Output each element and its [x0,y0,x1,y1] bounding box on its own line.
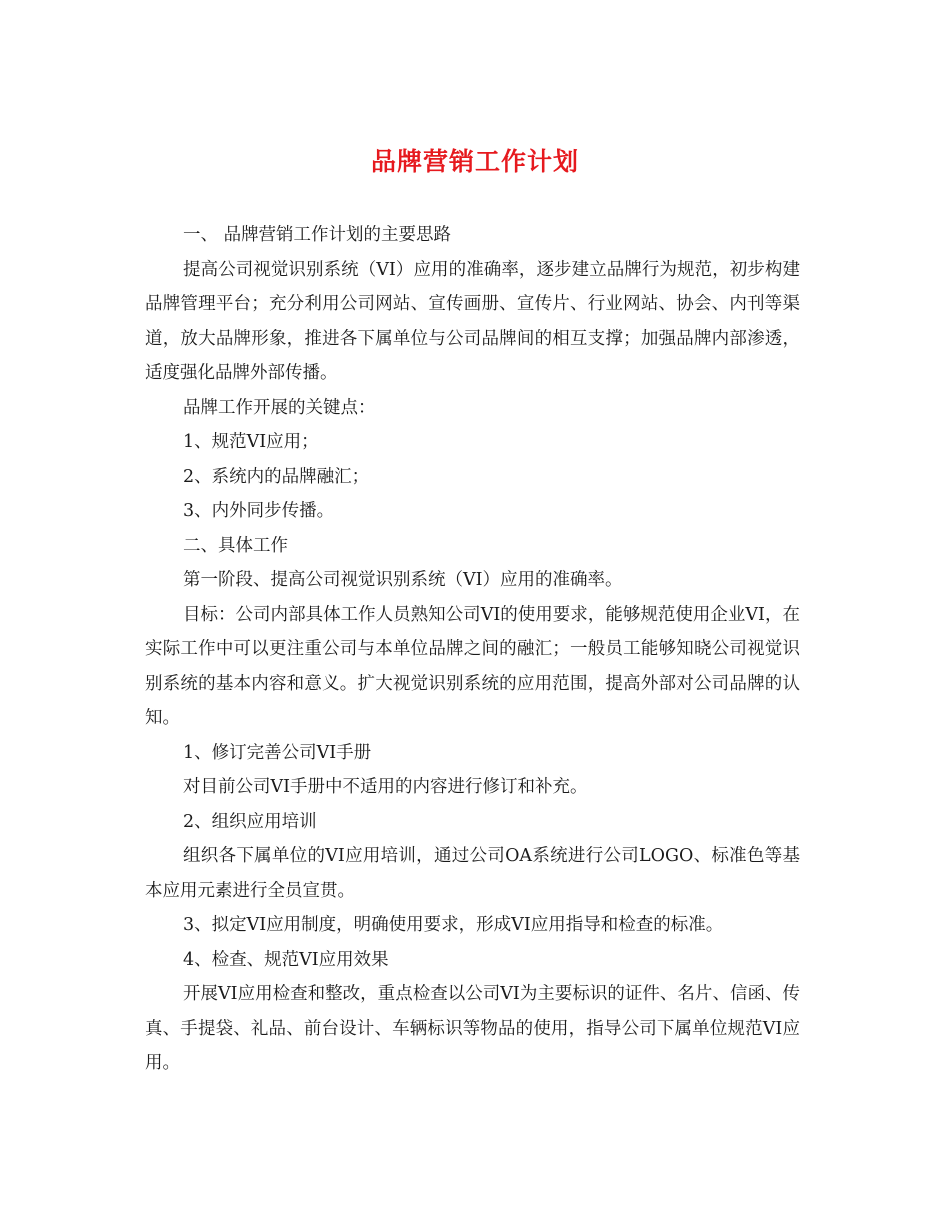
document-body [145,218,800,1081]
paragraph: 目标：公司内部具体工作人员熟知公司VI的使用要求，能够规范使用企业VI，在实际工作中可以更注重公司与本单位品牌之间的融汇；一般员工能够知晓公司视觉识别系统的基本内容和意义。扩大视觉识别系统的应用范围，提高外部对公司品牌的认知。 [145,604,800,728]
paragraph: 对目前公司VI手册中不适用的内容进行修订和补充。 [183,777,588,797]
list-item: 2、组织应用培训 [183,811,317,832]
paragraph: 第一阶段、提高公司视觉识别系统（VI）应用的准确率。 [183,570,623,590]
paragraph: 开展VI应用检查和整改，重点检查以公司VI为主要标识的证件、名片、信函、传真、手提袋、礼品、前台设计、车辆标识等物品的使用，指导公司下属单位规范VI应用。 [145,984,800,1073]
list-item: 3、拟定VI应用制度，明确使用要求，形成VI应用指导和检查的标准。 [183,915,724,935]
list-item: 3、内外同步传播。 [183,501,335,521]
paragraph: 提高公司视觉识别系统（VI）应用的准确率，逐步建立品牌行为规范，初步构建品牌管理平台；充分利用公司网站、宣传画册、宣传片、行业网站、协会、内刊等渠道，放大品牌形象，推进各下属单位与公司品牌间的相互支撑；加强品牌内部渗透，适度强化品牌外部传播。 [145,259,800,383]
document-title: 品牌营销工作计划 [370,147,579,176]
list-item: 1、修订完善公司VI手册 [183,742,372,763]
list-item: 4、检查、规范VI应用效果 [183,949,389,970]
section-heading: 一、 品牌营销工作计划的主要思路 [183,225,452,245]
paragraph: 组织各下属单位的VI应用培训，通过公司OA系统进行公司LOGO、标准色等基本应用元素进行全员宣贯。 [145,846,800,901]
list-item: 1、规范VI应用； [183,432,319,452]
list-item: 2、系统内的品牌融汇； [183,466,370,487]
paragraph: 品牌工作开展的关键点： [183,397,376,418]
section-heading: 二、具体工作 [183,535,288,556]
